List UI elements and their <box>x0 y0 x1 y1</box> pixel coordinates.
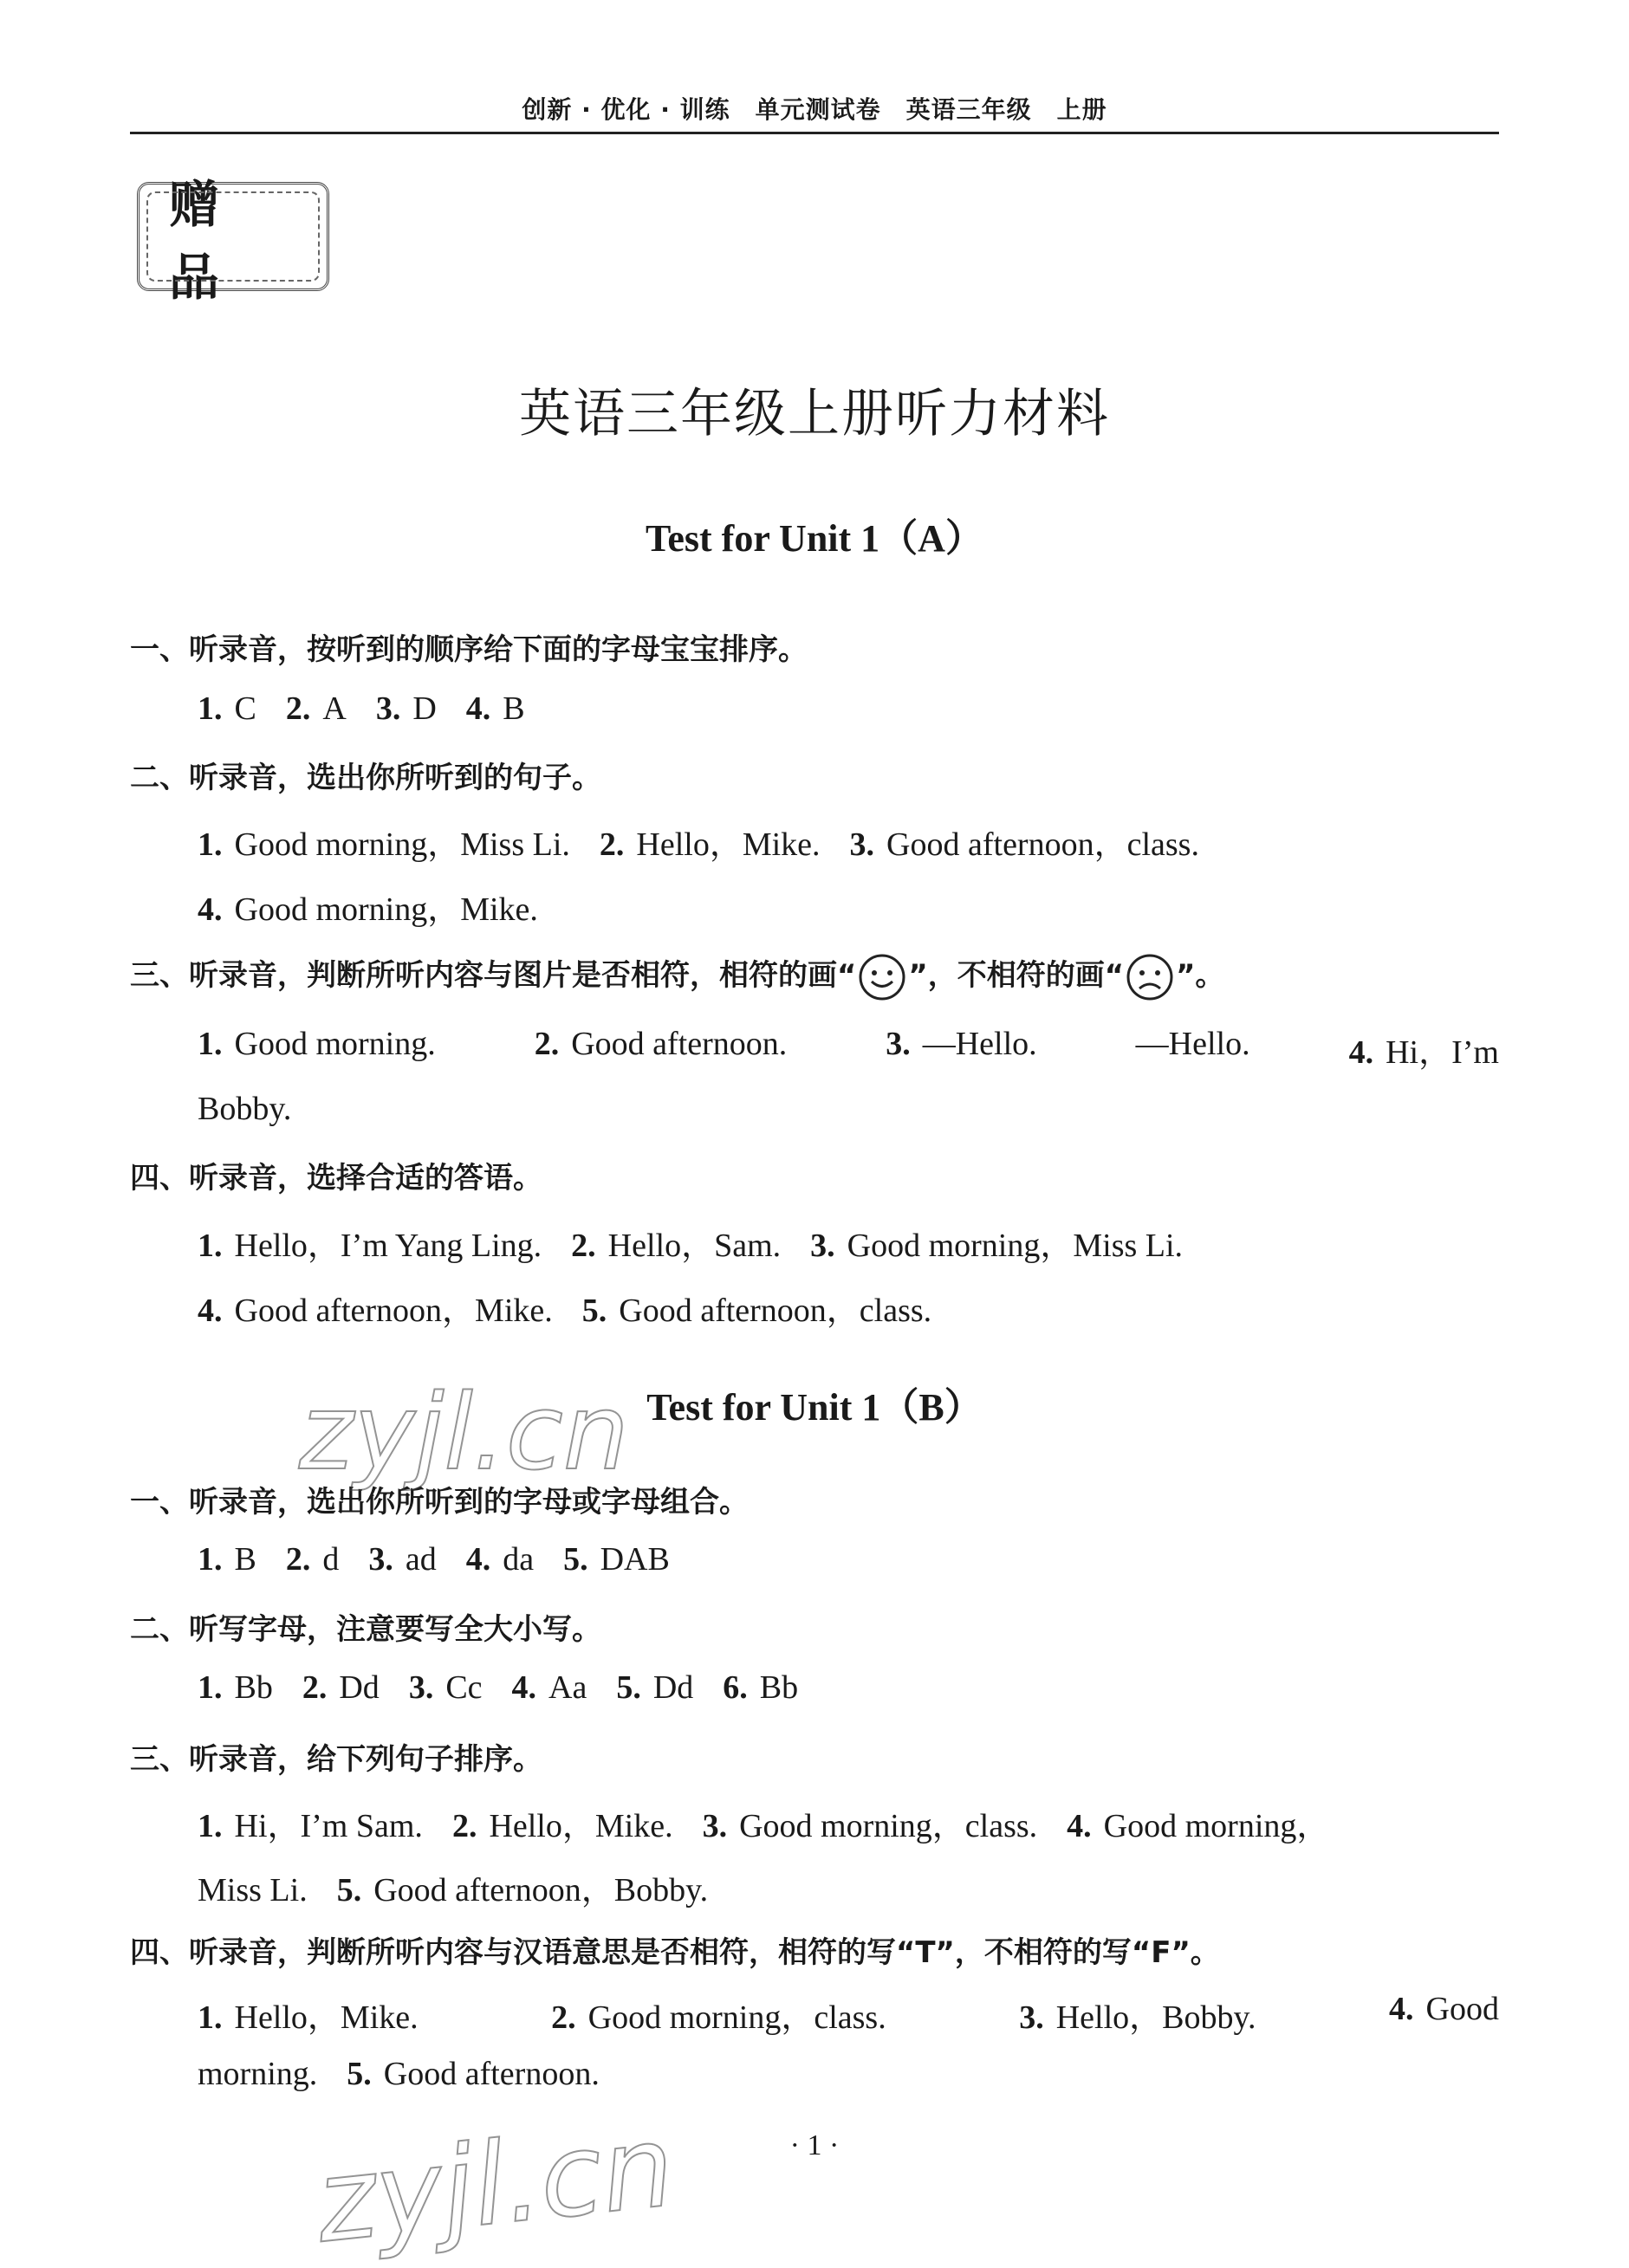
item-number: 1. <box>198 1999 223 2036</box>
running-header: 创新 · 优化 · 训练 单元测试卷 英语三年级 上册 <box>522 95 1107 124</box>
item-number: 1. <box>198 1228 223 1264</box>
question-prompt: 二、听写字母，注意要写全大小写。 <box>130 1612 601 1647</box>
answer-item <box>512 1669 587 1707</box>
answer-item <box>368 1540 436 1578</box>
answer-item <box>286 1540 340 1578</box>
answer-item <box>409 1669 483 1707</box>
answer-line <box>198 2055 1499 2093</box>
answer-line <box>198 690 1499 728</box>
item-number: 2. <box>551 1999 576 2036</box>
answer-item <box>600 817 821 865</box>
item-number: 3. <box>408 1669 434 1706</box>
answer-item <box>452 1798 673 1846</box>
answer-item <box>198 1990 419 2038</box>
item-text: Good morning，Miss Li. <box>234 826 570 863</box>
item-text: ad <box>405 1541 437 1578</box>
item-text: B <box>503 690 525 727</box>
item-number: 4. <box>1348 1034 1374 1071</box>
answer-item <box>1067 1798 1329 1846</box>
answer-item <box>286 690 347 728</box>
answer-item <box>1349 1025 1499 1072</box>
answer-line <box>198 882 1499 930</box>
item-text: Hello，Mike. <box>489 1808 673 1844</box>
answer-item <box>198 2055 317 2093</box>
item-number: 5. <box>581 1293 607 1329</box>
item-number: 1. <box>198 1808 223 1844</box>
answer-item <box>376 690 437 728</box>
question-prompt: 一、听录音，选出你所听到的字母或字母组合。 <box>130 1485 749 1520</box>
answer-line <box>198 1218 1499 1266</box>
item-number: 4. <box>198 1293 223 1329</box>
question-prompt: 三、听录音，给下列句子排序。 <box>130 1742 542 1777</box>
item-number: 2. <box>285 1541 311 1578</box>
gift-badge <box>137 175 329 307</box>
item-text: Good afternoon，class. <box>619 1293 932 1329</box>
answer-item <box>198 882 538 930</box>
item-text: B <box>234 1541 256 1578</box>
item-number: 2. <box>571 1228 596 1264</box>
smiley-sad-icon <box>1126 953 1174 1001</box>
header-rule <box>130 132 1499 134</box>
answer-item <box>466 690 525 728</box>
answer-item <box>886 1025 1036 1072</box>
item-text: Good <box>1425 1991 1499 2027</box>
answer-line <box>198 1540 1499 1578</box>
answer-item <box>466 1540 534 1578</box>
answer-item <box>198 817 570 865</box>
item-text: D <box>412 690 437 727</box>
item-text: Miss Li. <box>198 1872 308 1908</box>
question-prompt: 一、听录音，按听到的顺序给下面的字母宝宝排序。 <box>130 632 808 667</box>
item-text: Cc <box>445 1669 483 1706</box>
answer-item <box>723 1669 798 1707</box>
item-number: 3. <box>368 1541 393 1578</box>
answer-item <box>198 1090 291 1128</box>
answer-item <box>571 1218 781 1266</box>
question-prompt: 四、听录音，选择合适的答语。 <box>130 1161 542 1196</box>
item-number: 2. <box>534 1026 560 1062</box>
item-number: 3. <box>886 1026 911 1062</box>
answer-line <box>198 1669 1499 1707</box>
answer-item <box>198 1871 308 1909</box>
item-number: 2. <box>599 826 625 863</box>
item-number: 4. <box>198 891 223 928</box>
item-text: Hello，Mike. <box>234 1999 419 2036</box>
answer-item <box>347 2055 600 2093</box>
item-number: 5. <box>347 2056 372 2092</box>
item-text: Good morning，Mike. <box>234 891 538 928</box>
item-number: 2. <box>285 690 311 727</box>
prompt-text: ”。 <box>1176 958 1225 993</box>
answer-item <box>1019 1990 1256 2038</box>
item-number: 3. <box>375 690 401 727</box>
answer-item <box>302 1669 380 1707</box>
item-text: Good afternoon，Mike. <box>234 1293 553 1329</box>
watermark: zyjl.cn <box>310 2099 680 2268</box>
item-number: 5. <box>563 1541 588 1578</box>
answer-line <box>198 1283 1499 1331</box>
answer-line <box>198 1798 1499 1846</box>
answer-item <box>616 1669 693 1707</box>
prompt-text: ”，不相符的画“ <box>908 958 1125 993</box>
item-text: Dd <box>339 1669 380 1706</box>
answer-item <box>563 1540 670 1578</box>
item-text: Bobby. <box>198 1091 292 1127</box>
page-number: · 1 · <box>789 2129 840 2161</box>
answer-item <box>198 1540 256 1578</box>
question-prompt: 四、听录音，判断所听内容与汉语意思是否相符，相符的写“T”，不相符的写“F”。 <box>130 1935 1220 1970</box>
item-text: Good afternoon. <box>383 2056 600 2092</box>
item-text: Good afternoon. <box>571 1026 788 1062</box>
item-number: 3. <box>810 1228 835 1264</box>
item-text: Good afternoon，Bobby. <box>373 1872 709 1908</box>
item-text: Good afternoon，class. <box>886 826 1199 863</box>
item-number: 3. <box>849 826 875 863</box>
item-number: 4. <box>511 1669 537 1706</box>
item-text: —Hello. <box>922 1026 1037 1062</box>
item-number: 4. <box>465 690 491 727</box>
item-number: 6. <box>723 1669 748 1706</box>
item-text: Hello，I’m Yang Ling. <box>234 1228 542 1264</box>
item-text: Good morning，class. <box>739 1808 1038 1844</box>
prompt-text: 三、听录音，判断所听内容与图片是否相符，相符的画“ <box>130 958 857 993</box>
item-number: 2. <box>302 1669 328 1706</box>
item-text: da <box>503 1541 535 1578</box>
answer-item <box>198 1669 273 1707</box>
item-number: 4. <box>1067 1808 1092 1844</box>
item-text: Hi，I’m Sam. <box>234 1808 423 1844</box>
item-text: Hello，Sam. <box>607 1228 782 1264</box>
answer-item <box>551 1990 886 2038</box>
item-text: d <box>322 1541 340 1578</box>
gift-badge-label: 赠 品 <box>169 175 250 307</box>
answer-item <box>535 1025 788 1072</box>
item-text: Good morning， <box>1103 1808 1330 1844</box>
item-text: Aa <box>548 1669 587 1706</box>
item-number: 3. <box>702 1808 728 1844</box>
section-title-a: Test for Unit 1（A） <box>646 517 983 560</box>
item-text: —Hello. <box>1135 1026 1250 1062</box>
item-text: Hello，Bobby. <box>1055 1999 1256 2036</box>
item-number: 1. <box>198 1026 223 1062</box>
answer-item <box>850 817 1199 865</box>
answer-item <box>198 1025 436 1072</box>
item-number: 4. <box>465 1541 491 1578</box>
answer-item <box>810 1218 1183 1266</box>
item-number: 1. <box>198 1541 223 1578</box>
item-text: Bb <box>759 1669 799 1706</box>
question-prompt <box>130 951 1499 1001</box>
answer-item <box>198 1283 553 1331</box>
item-number: 5. <box>336 1872 362 1908</box>
item-text: Hi，I’m <box>1386 1034 1499 1071</box>
item-text: C <box>234 690 256 727</box>
answer-line <box>198 1863 1499 1910</box>
answer-item <box>703 1798 1038 1846</box>
item-text: morning. <box>198 2056 318 2092</box>
item-text: A <box>322 690 347 727</box>
item-text: Good morning. <box>234 1026 436 1062</box>
answer-item <box>337 1863 708 1910</box>
answer-item <box>582 1283 931 1331</box>
item-text: Good morning，Miss Li. <box>847 1228 1184 1264</box>
item-number: 5. <box>616 1669 641 1706</box>
answer-line <box>198 817 1499 865</box>
answer-item <box>198 1218 542 1266</box>
answer-item <box>1136 1025 1250 1072</box>
answer-line <box>198 1990 1499 2038</box>
answer-line <box>198 1090 1499 1128</box>
answer-item <box>198 690 256 728</box>
answer-line <box>198 1025 1499 1072</box>
item-text: Hello，Mike. <box>636 826 821 863</box>
item-text: Dd <box>652 1669 694 1706</box>
answer-item <box>1389 1990 1499 2038</box>
watermark: zyjl.cn <box>299 1373 629 1494</box>
question-prompt: 二、听录音，选出你所听到的句子。 <box>130 761 601 795</box>
item-number: 1. <box>198 690 223 727</box>
item-text: Bb <box>234 1669 273 1706</box>
section-title-b: Test for Unit 1（B） <box>646 1386 983 1429</box>
item-number: 2. <box>451 1808 477 1844</box>
item-number: 3. <box>1019 1999 1044 2036</box>
item-number: 1. <box>198 826 223 863</box>
item-text: DAB <box>600 1541 670 1578</box>
item-text: Good morning，class. <box>587 1999 886 2036</box>
page-title: 英语三年级上册听力材料 <box>519 384 1110 444</box>
answer-item <box>198 1798 423 1846</box>
item-number: 4. <box>1389 1991 1414 2027</box>
item-number: 1. <box>198 1669 223 1706</box>
smiley-happy-icon <box>858 953 906 1001</box>
